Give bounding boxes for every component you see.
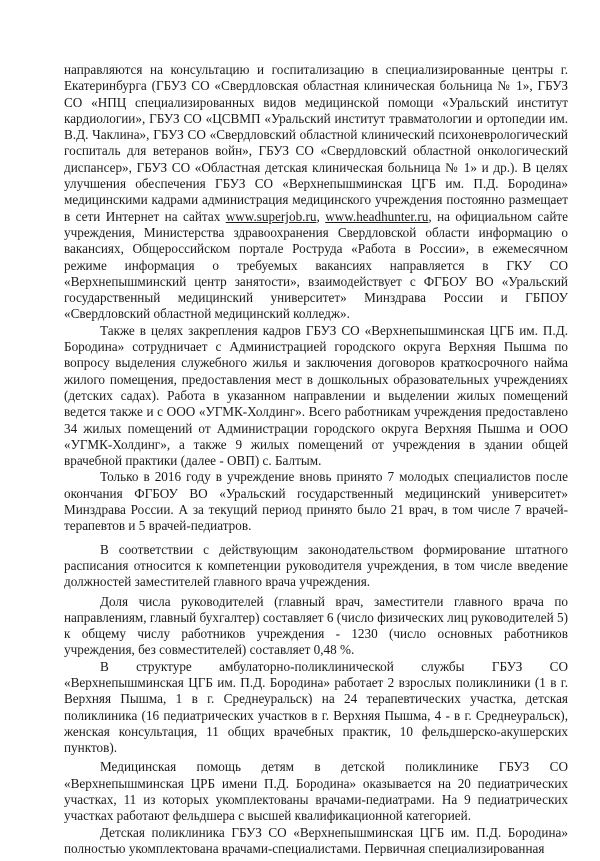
paragraph-1-separator: , xyxy=(316,208,326,224)
document-body xyxy=(64,62,568,857)
paragraph-8-text: Детская поликлиника ГБУЗ СО «Верхнепышминская ЦГБ им. П.Д. Бородина» полностью укомплектована врачами-специалистами. Первичная специализированная xyxy=(64,824,568,856)
paragraph-4-text: В соответствии с действующим законодательством формирование штатного расписания относится к компетенции руководителя учреждения, в том числе введение должностей заместителей главного врача учреждения. xyxy=(64,541,568,590)
paragraph-7-text: Медицинская помощь детям в детской поликлинике ГБУЗ СО «Верхнепышминская ЦРБ имени П.Д. Бородина» оказывается на 20 педиатрических участках, 11 из которых укомплектованы врачами-педиатрами. На 9 педиатрических участках работают фельдшера с высшей квалификационной категорией. xyxy=(64,759,568,824)
paragraph-1-text-a: направляются на консультацию и госпитализацию в специализированные центры г. Екатеринбурга (ГБУЗ СО «Свердловская областная клиническая больница № 1», ГБУЗ СО «НПЦ специализированных видов медицинской помощи «Уральский институт кардиологии», ГБУЗ СО «ЦСВМП «Уральский институт травматологии и ортопедии им. В.Д. Чаклина», ГБУЗ СО «Свердловский областной клинический психоневрологический госпиталь для ветеранов войн», ГБУЗ СО «Свердловский областной онкологический диспансер», ГБУЗ СО «Областная детская клиническая больница № 1» и др.). В целях улучшения обеспечения ГБУЗ СО «Верхнепышминская ЦГБ им. П.Д. Бородина» медицинскими кадрами администрация медицинского учреждения постоянно размещает в сети Интернет на сайтах xyxy=(64,62,568,224)
headhunter-link[interactable]: www.headhunter.ru xyxy=(325,208,429,224)
paragraph-2-text: Также в целях закрепления кадров ГБУЗ СО «Верхнепышминская ЦГБ им. П.Д. Бородина» сотрудничает с Администрацией городского округа Верхняя Пышма по вопросу выделения служебного жилья и заключения договоров краткосрочного найма жилого помещения, предоставления мест в дошкольных образовательных учреждениях (детских садах). Работа в указанном направлении и выделении жилых помещений ведется также и с ООО «УГМК-Холдинг». Всего работникам учреждения предоставлено 34 жилых помещений от Администрации городского округа Верхняя Пышма и ООО «УГМК-Холдинг», а также 9 жилых помещений от учреждения в здании общей врачебной практики (далее - ОВП) с. Балтым. xyxy=(64,322,568,469)
paragraph-1 xyxy=(64,62,568,323)
paragraph-2 xyxy=(64,323,568,470)
paragraph-3-text: Только в 2016 году в учреждение вновь принято 7 молодых специалистов после окончания ФГБОУ ВО «Уральский государственный медицинский университет» Минздрава России. А за текущий период принято было 21 врач, в том числе 7 врачей-терапевтов и 5 врачей-педиатров. xyxy=(64,469,568,534)
superjob-link[interactable]: www.superjob.ru xyxy=(225,208,317,224)
paragraph-4 xyxy=(64,542,568,591)
paragraph-3 xyxy=(64,469,568,534)
paragraph-5-text: Доля числа руководителей (главный врач, заместители главного врача по направлениям, главный бухгалтер) составляет 6 (число физических лиц руководителей 5) к общему числу работников учреждения - 1230 (число основных работников учреждения, без совместителей) составляет 0,48 %. xyxy=(64,593,568,658)
paragraph-1-text-b: , на официальном сайте учреждения, Министерства здравоохранения Свердловской области информацию о вакансиях, Общероссийском портале Роструда «Работа в России», в ежемесячном режиме информация о требуемых вакансиях направляется в ГКУ СО «Верхнепышминский центр занятости», взаимодействует с ФГБОУ ВО «Уральский государственный медицинский университет» Минздрава России и ГБПОУ «Свердловский областной медицинский колледж». xyxy=(64,208,568,322)
paragraph-8 xyxy=(64,825,568,858)
paragraph-7 xyxy=(64,759,568,824)
paragraph-6-text: В структуре амбулаторно-поликлинической службы ГБУЗ СО «Верхнепышминская ЦГБ им. П.Д. Бородина» работает 2 взрослых поликлиники (1 в г. Верхняя Пышма, 1 в г. Среднеуральск) на 24 терапевтических участка, детская поликлиника (16 педиатрических участков в г. Верхняя Пышма, 4 - в г. Среднеуральск), женская консультация, 11 общих врачебных практик, 10 фельдшерско-акушерских пунктов). xyxy=(64,658,568,756)
paragraph-5 xyxy=(64,594,568,659)
paragraph-6 xyxy=(64,659,568,757)
